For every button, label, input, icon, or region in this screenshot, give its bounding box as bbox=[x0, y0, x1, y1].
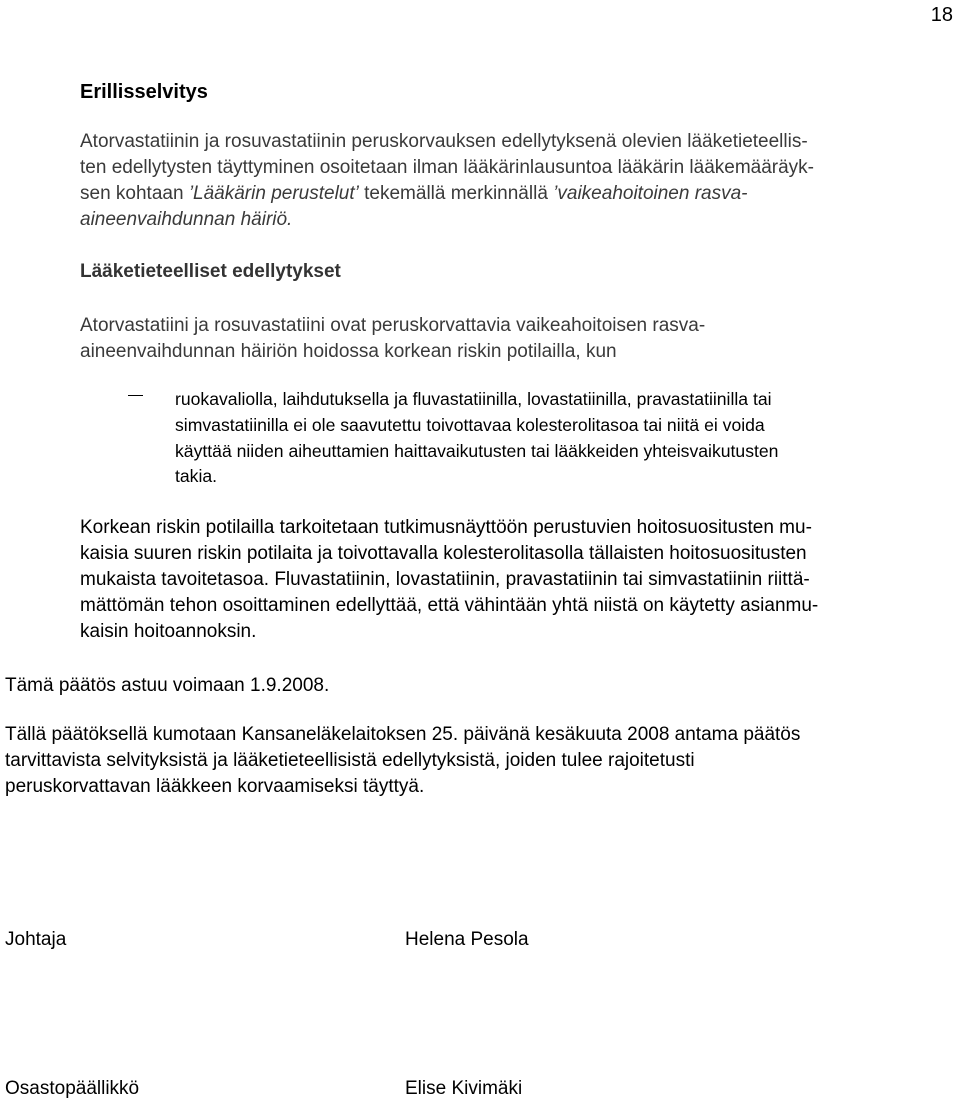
paragraph-line: Atorvastatiini ja rosuvastatiini ovat peruskorvattavia vaikeahoitoisen rasva- bbox=[80, 315, 706, 336]
high-risk-paragraph bbox=[80, 515, 818, 645]
paragraph-line: Korkean riskin potilailla tarkoitetaan tutkimusnäyttöön perustuvien hoitosuositusten mu- bbox=[80, 517, 812, 538]
signature-name: Helena Pesola bbox=[405, 929, 529, 950]
page-number: 18 bbox=[930, 4, 953, 26]
italic-entry-text: ’vaikeahoitoinen rasva- bbox=[553, 183, 748, 204]
italic-field-name: ’Lääkärin perustelut’ bbox=[188, 183, 359, 204]
bullet-line: käyttää niiden aiheuttamien haittavaikutusten tai lääkkeiden yhteisvaikutusten bbox=[175, 440, 779, 461]
signature-title: Osastopäällikkö bbox=[5, 1078, 140, 1099]
paragraph-line: mukaista tavoitetasoa. Fluvastatiinin, lovastatiinin, pravastatiinin tai simvastatiinin riittä- bbox=[80, 569, 810, 590]
paragraph-line: sen kohtaan ’Lääkärin perustelut’ tekemällä merkinnällä ’vaikeahoitoinen rasva- bbox=[80, 183, 748, 204]
paragraph-line: kaisia suuren riskin potilaita ja toivottavalla kolesterolitasolla tällaisten hoitosuositusten bbox=[80, 543, 807, 564]
paragraph-line bbox=[80, 207, 814, 233]
section-heading-laaketieteelliset: Lääketieteelliset edellytykset bbox=[80, 261, 341, 282]
intro-paragraph bbox=[80, 313, 705, 365]
paragraph-line: ten edellytysten täyttyminen osoitetaan ilman lääkärinlausuntoa lääkärin lääkemääräyk- bbox=[80, 157, 815, 178]
repeal-paragraph bbox=[5, 722, 800, 800]
bullet-line: simvastatiinilla ei ole saavutettu toivottavaa kolesterolitasoa tai niitä ei voida bbox=[175, 414, 765, 435]
erillisselvitys-paragraph bbox=[80, 129, 814, 233]
list-bullet-dash bbox=[128, 395, 143, 396]
bullet-line: takia. bbox=[175, 466, 218, 487]
section-heading-erillisselvitys: Erillisselvitys bbox=[80, 81, 208, 103]
signature-title: Johtaja bbox=[5, 929, 67, 950]
bullet-item bbox=[175, 387, 778, 490]
bullet-line: ruokavaliolla, laihdutuksella ja fluvastatiinilla, lovastatiinilla, pravastatiinilla tai bbox=[175, 389, 772, 409]
paragraph-line: Tällä päätöksellä kumotaan Kansaneläkelaitoksen 25. päivänä kesäkuuta 2008 antama päätös bbox=[5, 724, 801, 745]
effective-date-statement: Tämä päätös astuu voimaan 1.9.2008. bbox=[5, 675, 330, 696]
signature-name: Elise Kivimäki bbox=[405, 1078, 523, 1099]
paragraph-line: tarvittavista selvityksistä ja lääketieteellisistä edellytyksistä, joiden tulee rajoitetusti bbox=[5, 750, 695, 771]
paragraph-line: mättömän tehon osoittaminen edellyttää, että vähintään yhtä niistä on käytetty asianmu- bbox=[80, 595, 819, 616]
paragraph-line: Atorvastatiinin ja rosuvastatiinin peruskorvauksen edellytyksenä olevien lääketieteellis- bbox=[80, 131, 808, 152]
italic-entry-text: aineenvaihdunnan häiriö. bbox=[80, 209, 293, 230]
paragraph-line: kaisin hoitoannoksin. bbox=[80, 621, 257, 642]
paragraph-line: aineenvaihdunnan häiriön hoidossa korkean riskin potilailla, kun bbox=[80, 341, 617, 362]
paragraph-line: peruskorvattavan lääkkeen korvaamiseksi täyttyä. bbox=[5, 776, 425, 797]
